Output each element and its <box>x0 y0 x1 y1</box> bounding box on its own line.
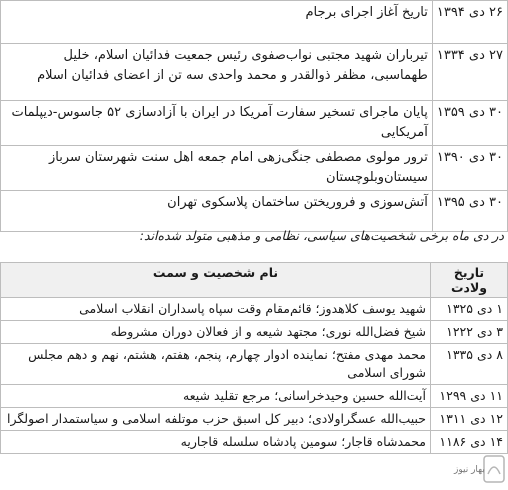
birth-date: ۳ دی ۱۲۲۲ <box>431 321 508 344</box>
table-row <box>1 298 508 321</box>
watermark-logo <box>452 452 506 486</box>
event-description: تیرباران شهید مجتبی نواب‌صفوی رئیس جمعیت فدائیان اسلام، خلیل طهماسبی، مظفر ذوالقدر و محمد واحدی سه تن از اعضای فدائیان اسلام <box>1 44 433 101</box>
event-description: آتش‌سوزی و فروریختن ساختمان پلاسکوی تهران <box>1 191 433 232</box>
table-row <box>1 408 508 431</box>
table-row <box>1 344 508 385</box>
person-name-role: شهید یوسف کلاهدوز؛ قائم‌مقام وقت سپاه پاسداران انقلاب اسلامی <box>1 298 431 321</box>
table-header-row <box>1 263 508 298</box>
table-row <box>1 385 508 408</box>
event-description: پایان ماجرای تسخیر سفارت آمریکا در ایران با آزادسازی ۵۲ جاسوس-دیپلمات آمریکایی <box>1 101 433 146</box>
person-name-role: محمد مهدی مفتح؛ نماینده ادوار چهارم، پنجم، هفتم، هشتم، نهم و دهم مجلس شورای اسلامی <box>1 344 431 385</box>
table-row <box>1 101 508 146</box>
birth-date: ۱۴ دی ۱۱۸۶ <box>431 431 508 454</box>
event-date: ۳۰ دی ۱۳۹۰ <box>432 146 507 191</box>
person-name-role: شیخ فضل‌الله نوری؛ مجتهد شیعه و از فعالان دوران مشروطه <box>1 321 431 344</box>
event-description: تاریخ آغاز اجرای برجام <box>1 1 433 44</box>
birth-date: ۸ دی ۱۳۳۵ <box>431 344 508 385</box>
events-table <box>0 0 508 232</box>
watermark-text: بهار نیوز <box>454 465 485 475</box>
event-description: ترور مولوی مصطفی جنگی‌زهی امام جمعه اهل سنت شهرستان سرباز سیستان‌وبلوچستان <box>1 146 433 191</box>
event-date: ۲۷ دی ۱۳۳۴ <box>432 44 507 101</box>
table-row <box>1 1 508 44</box>
table-row <box>1 146 508 191</box>
table-row <box>1 44 508 101</box>
birth-date: ۱۱ دی ۱۲۹۹ <box>431 385 508 408</box>
intro-text: در دی ماه برخی شخصیت‌های سیاسی، نظامی و مذهبی متولد شده‌اند: <box>139 228 504 243</box>
watermark-logo-icon <box>452 452 506 486</box>
event-date: ۳۰ دی ۱۳۹۵ <box>432 191 507 232</box>
person-name-role: آیت‌الله حسین وحیدخراسانی؛ مرجع تقلید شیعه <box>1 385 431 408</box>
event-date: ۳۰ دی ۱۳۵۹ <box>432 101 507 146</box>
person-name-role: محمدشاه قاجار؛ سومین پادشاه سلسله قاجاریه <box>1 431 431 454</box>
birth-date: ۱۲ دی ۱۳۱۱ <box>431 408 508 431</box>
table-row <box>1 321 508 344</box>
header-name-role: نام شخصیت و سمت <box>1 263 431 298</box>
people-table <box>0 262 508 454</box>
table-row <box>1 431 508 454</box>
event-date: ۲۶ دی ۱۳۹۴ <box>432 1 507 44</box>
header-birth-date: تاریخ ولادت <box>431 263 508 298</box>
birth-date: ۱ دی ۱۳۲۵ <box>431 298 508 321</box>
person-name-role: حبیب‌الله عسگراولادی؛ دبیر کل اسبق حزب موتلفه اسلامی و سیاستمدار اصولگرا <box>1 408 431 431</box>
